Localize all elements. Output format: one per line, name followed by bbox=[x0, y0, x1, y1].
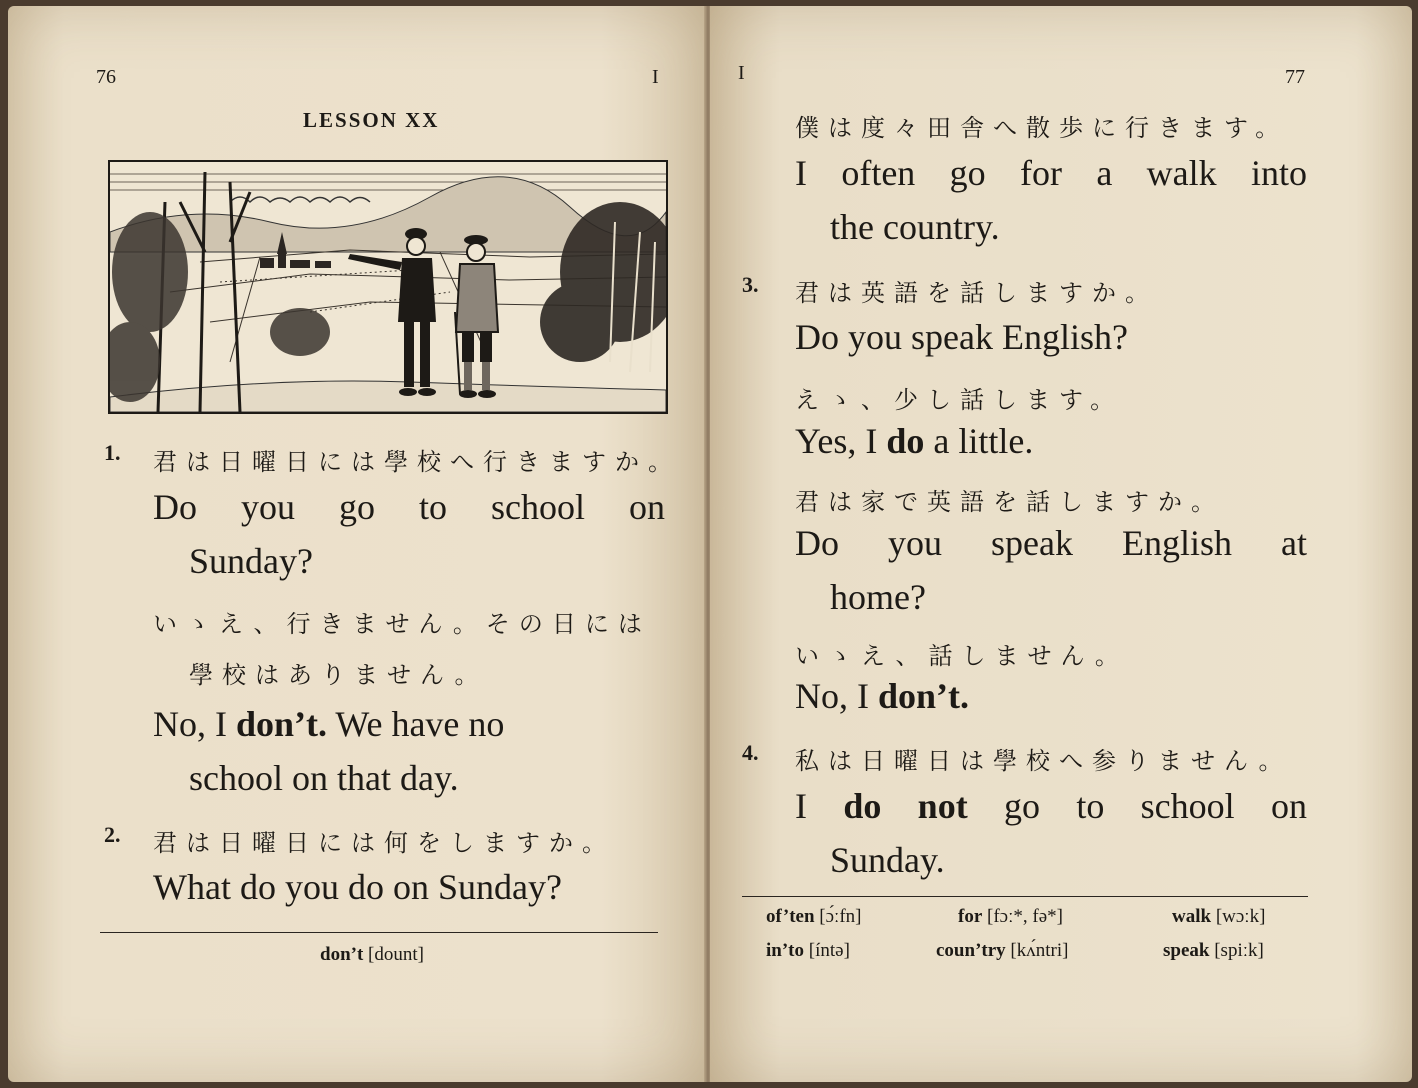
item-2-en-continuation-line2: the country. bbox=[830, 207, 1000, 247]
vocab-word: of’ten bbox=[766, 906, 815, 927]
sentence-bold-text: do not bbox=[843, 786, 968, 826]
answer-bold-text: don’t. bbox=[878, 676, 970, 716]
vocab-word: coun’try bbox=[936, 940, 1006, 961]
item-1-jp-question: 君は日曜日には學校へ行きますか。 bbox=[153, 448, 681, 476]
item-4-jp: 私は日曜日は學校へ参りません。 bbox=[795, 747, 1292, 775]
vocab-entry-for bbox=[958, 906, 1063, 928]
item-1-en-question-line1: Do you go to school on bbox=[153, 487, 665, 527]
right-vocab-rule bbox=[742, 896, 1308, 897]
item-2-jp-question: 君は日曜日には何をしますか。 bbox=[153, 829, 615, 857]
answer-text: Yes, I bbox=[795, 421, 887, 461]
item-1-en-answer-line1 bbox=[153, 703, 504, 745]
vocab-entry-country bbox=[936, 940, 1068, 962]
item-3-en-a2 bbox=[795, 675, 969, 717]
left-vocab-entry bbox=[320, 944, 424, 966]
item-number-3: 3. bbox=[742, 272, 759, 297]
item-4-en-line2: Sunday. bbox=[830, 840, 945, 880]
item-4-en-line1 bbox=[795, 785, 1307, 827]
vocab-word: speak bbox=[1163, 940, 1210, 961]
item-2-jp-continuation: 僕は度々田舎へ散歩に行きます。 bbox=[795, 114, 1289, 142]
item-3-en-q2-line2: home? bbox=[830, 577, 926, 617]
item-number-4: 4. bbox=[742, 740, 759, 765]
vocab-entry-into bbox=[766, 940, 850, 962]
item-3-en-q2-line1: Do you speak English at bbox=[795, 523, 1307, 563]
item-1-jp-answer-line1: いゝえ、行きません。その日には bbox=[153, 610, 651, 638]
vocab-pronunciation: [ɔ́ːfn] bbox=[819, 906, 862, 927]
vocab-pronunciation: [kʌ́ntri] bbox=[1010, 940, 1069, 961]
vocab-pronunciation: [íntə] bbox=[808, 940, 850, 961]
sentence-text-rest: go to school on bbox=[967, 786, 1307, 826]
vocab-entry-walk bbox=[1172, 906, 1265, 928]
vocab-word: in’to bbox=[766, 940, 804, 961]
vocab-pronunciation: [dount] bbox=[368, 944, 424, 965]
item-1-en-question-line2: Sunday? bbox=[189, 541, 313, 581]
answer-text-rest: a little. bbox=[924, 421, 1034, 461]
item-3-jp-q1: 君は英語を話しますか。 bbox=[795, 279, 1158, 307]
item-3-en-a1 bbox=[795, 420, 1033, 462]
answer-bold-text: don’t. bbox=[236, 704, 328, 744]
vocab-word: don’t bbox=[320, 944, 364, 965]
left-running-head: I bbox=[652, 66, 659, 88]
vocab-entry-speak bbox=[1163, 940, 1264, 962]
vocab-word: for bbox=[958, 906, 983, 927]
vocab-entry-often bbox=[766, 906, 861, 928]
item-1-en-answer-line2: school on that day. bbox=[189, 758, 459, 798]
item-2-en-continuation-line1: I often go for a walk into bbox=[795, 153, 1307, 193]
right-page-number: 77 bbox=[1285, 66, 1305, 88]
answer-text: No, I bbox=[153, 704, 236, 744]
item-3-jp-a2: いゝえ、話しません。 bbox=[795, 642, 1128, 670]
item-3-jp-a1: えゝ、少し話します。 bbox=[795, 386, 1124, 414]
vocab-word: walk bbox=[1172, 906, 1212, 927]
vocab-pronunciation: [fɔː*, fə*] bbox=[987, 906, 1063, 927]
vocab-pronunciation: [wɔːk] bbox=[1215, 906, 1266, 927]
lesson-title: LESSON XX bbox=[303, 108, 440, 132]
right-running-head: I bbox=[738, 62, 745, 84]
answer-text: No, I bbox=[795, 676, 878, 716]
lesson-illustration bbox=[108, 160, 668, 414]
answer-text-rest: We have no bbox=[327, 704, 505, 744]
sentence-text: I bbox=[795, 786, 844, 826]
item-1-jp-answer-line2: 學校はありません。 bbox=[189, 661, 488, 689]
item-2-en-question: What do you do on Sunday? bbox=[153, 867, 562, 907]
left-vocab-rule bbox=[100, 932, 658, 933]
item-3-en-q1: Do you speak English? bbox=[795, 317, 1128, 357]
vocab-pronunciation: [spiːk] bbox=[1214, 940, 1264, 961]
left-page-number: 76 bbox=[96, 66, 116, 88]
item-number-1: 1. bbox=[104, 440, 121, 465]
item-3-jp-q2: 君は家で英語を話しますか。 bbox=[795, 488, 1224, 516]
answer-bold-text: do bbox=[886, 421, 925, 461]
item-number-2: 2. bbox=[104, 822, 121, 847]
